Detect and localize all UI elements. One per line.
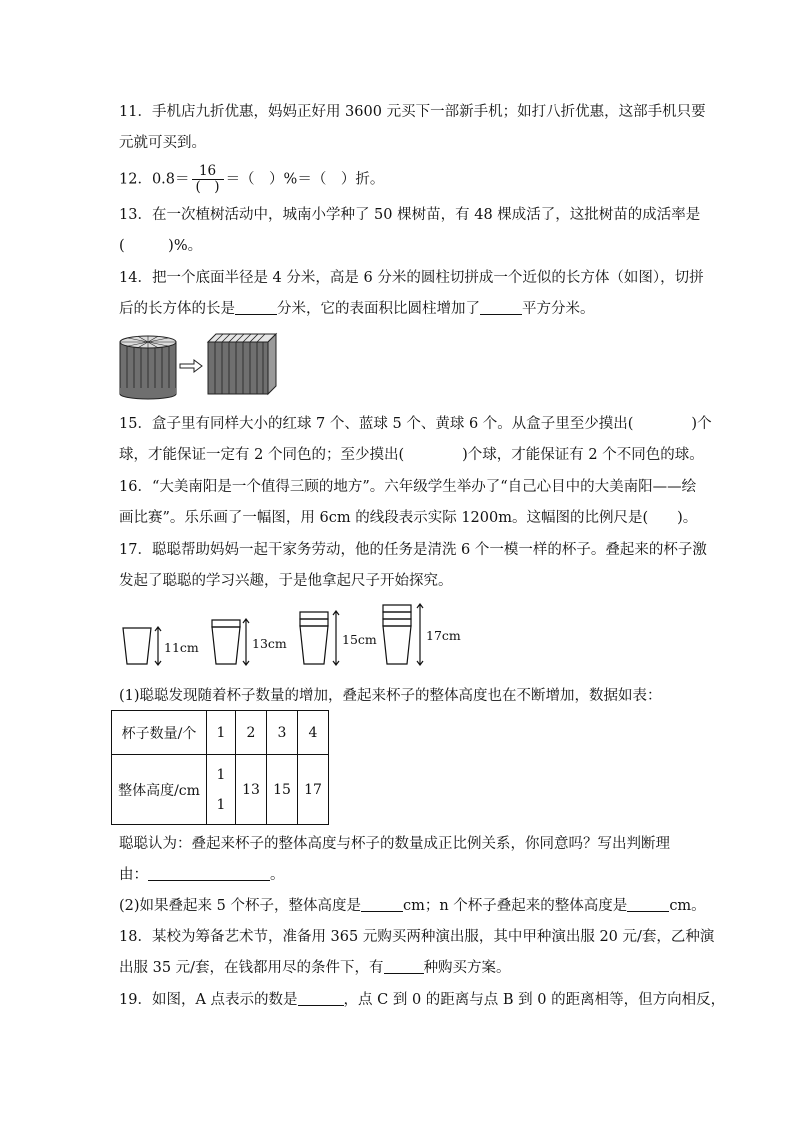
q12-tail: ＝（ ）%＝（ ）折。: [225, 171, 385, 188]
table-cell: 4: [298, 711, 329, 755]
q14-text-a: 后的长方体的长是: [119, 301, 235, 317]
sliced-cylinder-icon: [120, 336, 176, 399]
q19-text-b: ，点 C 到 0 的距离与点 B 到 0 的距离相等，但方向相反，: [343, 992, 726, 1008]
q14-text-c: 平方分米。: [522, 301, 595, 317]
q17-part2: [119, 896, 706, 916]
stacked-cups-figure: [118, 600, 468, 672]
cup-stack-4-icon: [383, 604, 423, 665]
table-cell: 13: [236, 755, 267, 825]
table-header-count: 杯子数量/个: [112, 711, 207, 755]
q17-part2-a: (2)如果叠起来 5 个杯子，整体高度是: [119, 898, 361, 914]
q16-line2: 画比赛”。乐乐画了一幅图，用 6cm 的线段表示实际 1200m。这幅图的比例尺是( )。: [119, 510, 698, 526]
q18-blank[interactable]: [384, 959, 424, 974]
cup-stack-3-icon: [300, 611, 339, 665]
q13-line1: 13．在一次植树活动中，城南小学种了 50 棵树苗，有 48 棵成活了，这批树苗的成活率是: [119, 207, 701, 223]
q17-line1: 17．聪聪帮助妈妈一起干家务劳动，他的任务是清洗 6 个一模一样的杯子。叠起来的杯子激: [119, 542, 707, 558]
q12: [119, 164, 384, 195]
cups-data-table: [111, 710, 329, 825]
cup-label-1: 11cm: [164, 640, 199, 655]
q12-lead: 12．0.8＝: [119, 171, 190, 188]
table-row: [112, 711, 329, 755]
q17-reason-blank[interactable]: [148, 866, 270, 881]
q16-line1: 16．“大美南阳是一个值得三顾的地方”。六年级学生举办了“自己心目中的大美南阳——绘: [119, 479, 697, 495]
q15-line1: 15．盒子里有同样大小的红球 7 个、蓝球 5 个、黄球 6 个。从盒子里至少摸出( )个: [119, 416, 712, 432]
cylinder-to-cuboid-figure: [116, 330, 281, 400]
q19-line1: [119, 990, 725, 1010]
cup-label-2: 13cm: [252, 636, 287, 651]
cup-stack-1-icon: [123, 627, 161, 665]
cup-stack-2-icon: [212, 619, 249, 665]
q17-judge-lead: 由：: [119, 867, 148, 883]
q12-numerator: 16: [192, 164, 224, 180]
q12-denominator: ( ): [195, 179, 220, 195]
table-cell: 2: [236, 711, 267, 755]
q18-line1: 18．某校为筹备艺术节，准备用 365 元购买两种演出服，其中甲种演出服 20 元/套，乙种演: [119, 929, 715, 945]
q19-blank[interactable]: [298, 991, 344, 1006]
q17-part1: (1)聪聪发现随着杯子数量的增加，叠起来杯子的整体高度也在不断增加，数据如表：: [119, 688, 662, 704]
q13-line2: ( )%。: [119, 238, 203, 254]
q17-judge-end: 。: [270, 867, 285, 883]
table-header-height: 整体高度/cm: [112, 755, 207, 825]
q18-text-b: 种购买方案。: [423, 960, 511, 976]
table-row: [112, 755, 329, 825]
q17-line2: 发起了聪聪的学习兴趣，于是他拿起尺子开始探究。: [119, 573, 453, 589]
q14-blank-length[interactable]: [235, 300, 277, 315]
arrow-right-icon: [180, 360, 202, 372]
q11-line1: 11．手机店九折优惠，妈妈正好用 3600 元买下一部新手机；如打八折优惠，这部手机只要: [119, 104, 706, 120]
q14-text-b: 分米，它的表面积比圆柱增加了: [277, 301, 480, 317]
table-cell: 15: [267, 755, 298, 825]
q17-judge-line2: [119, 865, 285, 885]
table-cell: 1: [207, 711, 236, 755]
q15-line2: 球，才能保证一定有 2 个同色的；至少摸出( )个球，才能保证有 2 个不同色的球。: [119, 447, 704, 463]
table-cell: 3: [267, 711, 298, 755]
q11-line2: 元就可买到。: [119, 135, 206, 151]
q12-fraction: [192, 164, 224, 195]
q14-line1: 14．把一个底面半径是 4 分米，高是 6 分米的圆柱切拼成一个近似的长方体（如图），切拼: [119, 270, 704, 286]
q17-part2-b: cm；n 个杯子叠起来的整体高度是: [402, 898, 628, 914]
cup-label-3: 15cm: [342, 632, 377, 647]
cup-label-4: 17cm: [426, 628, 461, 643]
q19-text-a: 19．如图，A 点表示的数是: [119, 992, 298, 1008]
q17-blank-n-cups[interactable]: [627, 897, 669, 912]
q17-judge-line1: 聪聪认为：叠起来杯子的整体高度与杯子的数量成正比例关系，你同意吗？写出判断理: [119, 836, 670, 852]
q17-blank-five-cups[interactable]: [361, 897, 403, 912]
q14-blank-area[interactable]: [480, 300, 522, 315]
q18-line2: [119, 958, 511, 978]
q17-part2-c: cm。: [669, 898, 706, 914]
table-cell: 17: [298, 755, 329, 825]
q14-line2: [119, 299, 595, 319]
table-cell: 1 1: [207, 755, 236, 825]
q18-text-a: 出服 35 元/套，在钱都用尽的条件下，有: [119, 960, 384, 976]
cuboid-icon: [208, 334, 276, 394]
